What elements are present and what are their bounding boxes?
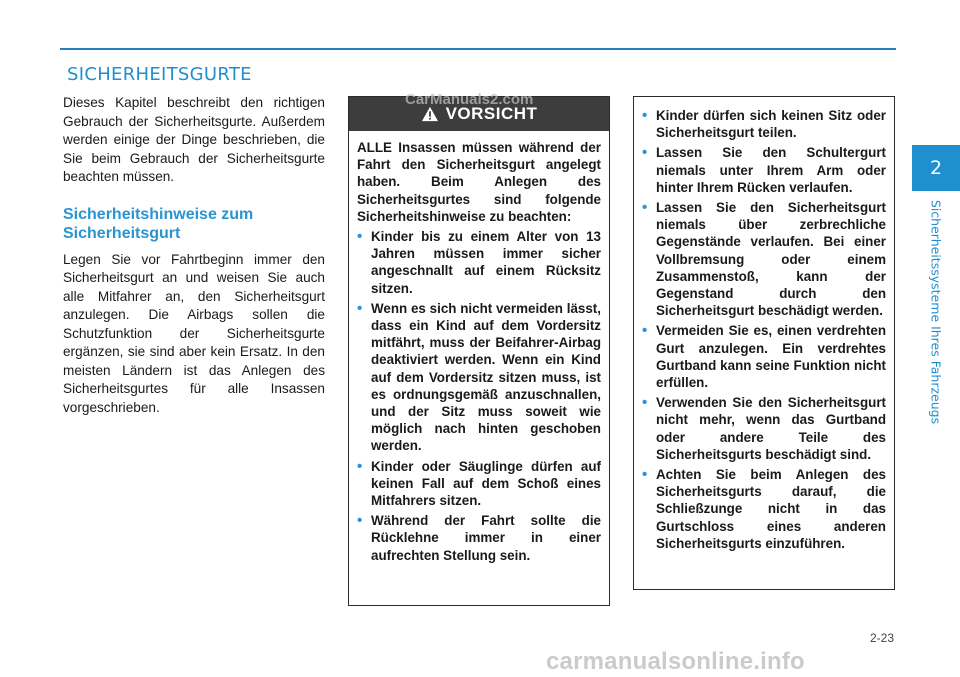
caution-continuation-box <box>633 96 895 590</box>
caution-title: VORSICHT <box>445 104 538 123</box>
caution-intro: ALLE Insassen müssen während der Fahrt den Sicherheitsgurt angelegt haben. Beim Anlegen des Sicherheitsgurtes sind folgende Sicherheitshinweise zu beachten: <box>357 140 601 224</box>
chapter-title-vertical: Sicherheitssysteme Ihres Fahrzeugs <box>928 199 944 425</box>
caution-item: • Kinder bis zu einem Alter von 13 Jahren müssen immer sicher angeschnallt auf einem Rücksitz sitzen. <box>357 228 601 297</box>
caution-item: • Wenn es sich nicht vermeiden lässt, dass ein Kind auf dem Vordersitz mitfährt, muss der Beifahrer-Airbag deaktiviert werden. Wenn ein Kind auf dem Vordersitz sitzen muss, ist es ordnungsgemäß anzuschnallen, und der Sitz muss soweit wie möglich nach hinten geschoben werden. <box>357 300 601 455</box>
continuation-item: • Kinder dürfen sich keinen Sitz oder Sicherheitsgurt teilen. <box>642 107 886 141</box>
caution-item: • Während der Fahrt sollte die Rücklehne immer in einer aufrechten Stellung sein. <box>357 512 601 564</box>
intro-paragraph: Dieses Kapitel beschreibt den richtigen Gebrauch der Sicherheitsgurte. Außerdem werden einige der Dinge beschrieben, die Sie beim Gebrauch der Sicherheitsgurte beachten müssen. <box>63 95 325 184</box>
caution-item: • Kinder oder Säuglinge dürfen auf keinen Fall auf dem Schoß eines Mitfahrers sitzen. <box>357 458 601 510</box>
caution-list <box>357 228 601 564</box>
chapter-tab: 2 <box>912 145 960 191</box>
watermark-top: CarManuals2.com <box>405 91 534 108</box>
subsection-heading: Sicherheitshinweise zum Sicherheitsgurt <box>63 205 254 242</box>
continuation-item: • Lassen Sie den Sicherheitsgurt niemals über zerbrechliche Gegenstände verlaufen. Bei einer Vollbremsung oder einem Zusammenstoß, kann der Gegenstand durch den Sicherheitsgurt beschädigt werden. <box>642 199 886 319</box>
continuation-list <box>642 107 886 552</box>
section-title: SICHERHEITSGURTE <box>67 64 252 85</box>
continuation-item: • Lassen Sie den Schultergurt niemals unter Ihrem Arm oder hinter Ihrem Rücken verlaufen. <box>642 144 886 196</box>
header-rule <box>60 48 896 50</box>
continuation-item: • Verwenden Sie den Sicherheitsgurt nicht mehr, wenn das Gurtband oder andere Teile des Sicherheitsgurts beschädigt sind. <box>642 394 886 463</box>
continuation-item: • Vermeiden Sie es, einen verdrehten Gurt anzulegen. Ein verdrehtes Gurtband kann seine Funktion nicht erfüllen. <box>642 322 886 391</box>
page-number: 2-23 <box>869 631 894 645</box>
caution-body <box>349 131 609 564</box>
watermark-bottom: carmanualsonline.info <box>546 648 805 675</box>
warning-triangle-icon <box>421 106 439 122</box>
left-column <box>63 94 325 417</box>
continuation-item: • Achten Sie beim Anlegen des Sicherheitsgurts darauf, die Schließzunge nicht in das Gurtschloss eines anderen Sicherheitsgurts einzuführen. <box>642 466 886 552</box>
caution-box <box>348 96 610 606</box>
subsection-paragraph: Legen Sie vor Fahrtbeginn immer den Sicherheitsgurt an und weisen Sie auch alle Mitfahrer an, den Sicherheitsgurt anzulegen. Die Airbags sollen die Schutzfunktion der Sicherheitsgurte ergänzen, sie sind aber kein Ersatz. In den meisten Ländern ist das Anlegen des Sicherheitsgurtes für alle Insassen vorgeschrieben. <box>63 251 325 415</box>
